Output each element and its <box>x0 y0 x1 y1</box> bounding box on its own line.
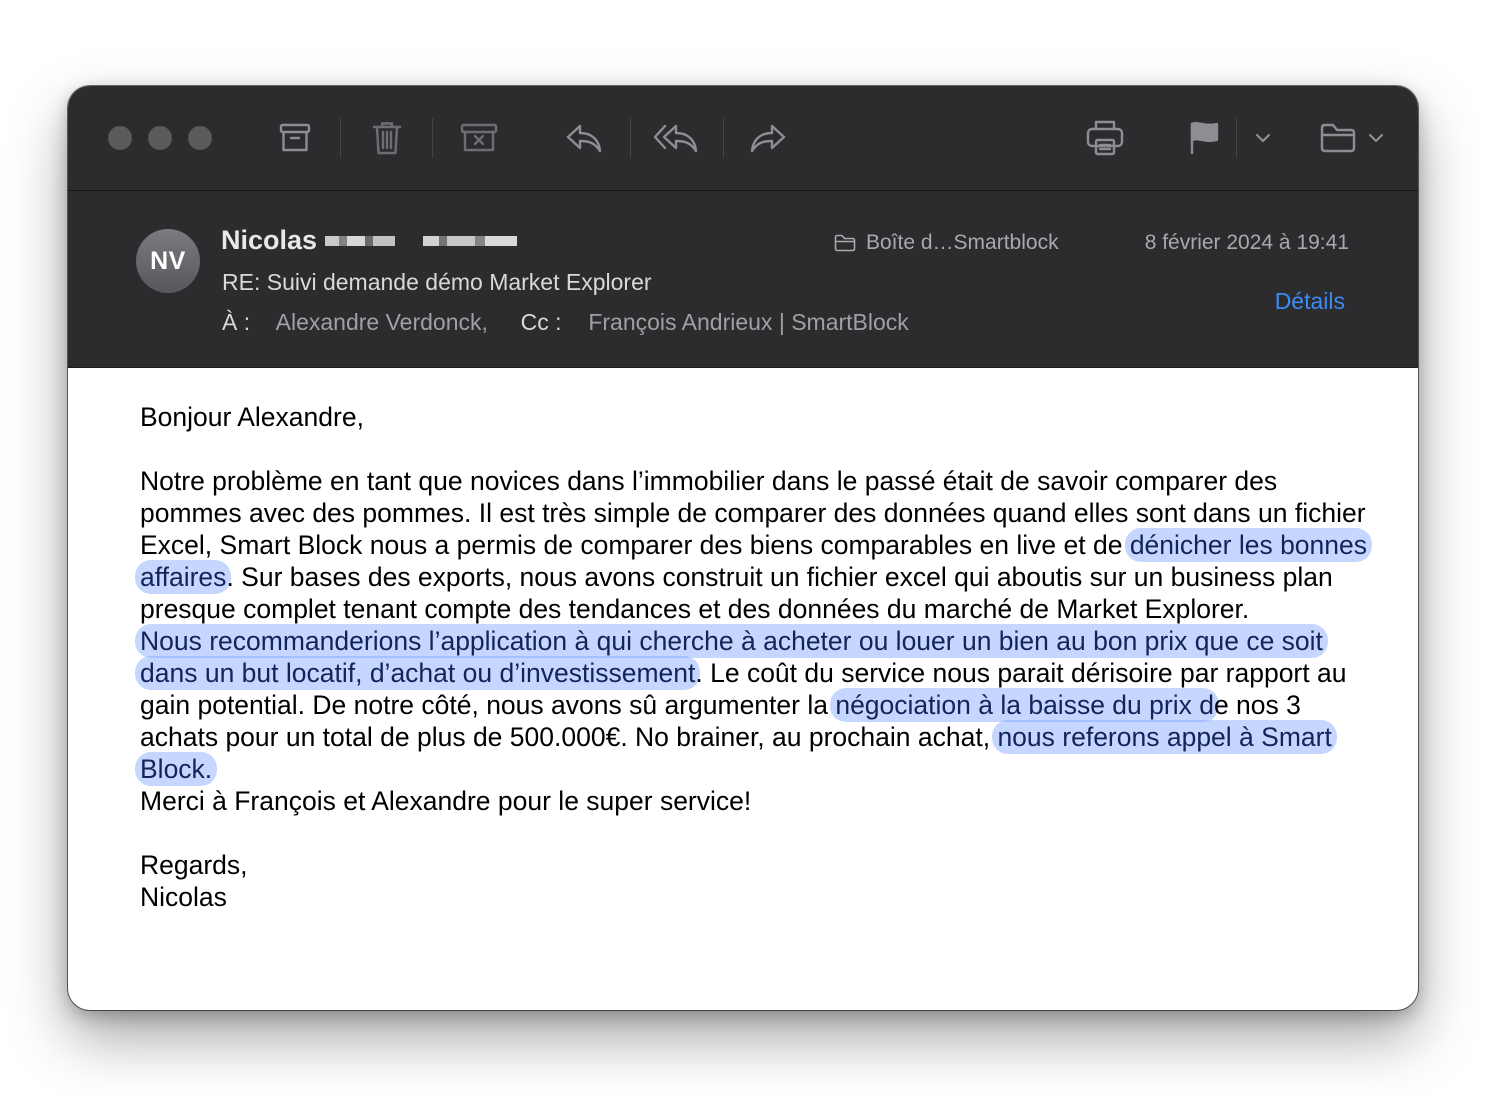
toolbar-separator <box>630 118 631 158</box>
archive-icon <box>278 121 312 155</box>
folder-icon <box>834 234 856 252</box>
highlighted-text: Nous recommanderions l’application à qui cherche à acheter ou louer un bien au bon prix que ce soit dans un but locatif, d’achat ou d’investissement <box>135 624 1328 690</box>
signature: Nicolas <box>140 882 227 912</box>
forward-icon <box>748 121 788 155</box>
minimize-window-button[interactable] <box>148 126 172 150</box>
to-label: À : <box>222 309 251 335</box>
paragraph-1 <box>140 465 1370 625</box>
move-button[interactable] <box>1318 116 1358 160</box>
mailbox-name: Boîte d…Smartblock <box>866 231 1059 254</box>
recipients-line <box>222 309 909 336</box>
text-run: . Sur bases des exports, nous avons construit un fichier excel qui aboutis sur un business plan presque complet tenant compte des tendances et des données du marché de Market Explorer. <box>140 562 1333 624</box>
sender-first-name: Nicolas <box>221 225 318 255</box>
trash-icon <box>370 120 404 156</box>
flag-menu-button[interactable] <box>1252 116 1274 160</box>
flag-button[interactable] <box>1184 116 1224 160</box>
message-body <box>140 401 1370 913</box>
message-subject: RE: Suivi demande démo Market Explorer <box>222 269 652 295</box>
delete-button[interactable] <box>366 116 408 160</box>
thanks-line: Merci à François et Alexandre pour le super service! <box>140 786 752 816</box>
text-run: . Le coût du service nous parait dérisoire par rapport au gain potential. De notre côté, nous avons sû argumenter la <box>140 658 1347 720</box>
toolbar-separator <box>1236 118 1237 158</box>
toolbar-separator <box>723 118 724 158</box>
reply-all-button[interactable] <box>652 116 700 160</box>
close-window-button[interactable] <box>108 126 132 150</box>
highlighted-text: nous referons appel à Smart Block. <box>135 720 1337 786</box>
message-header <box>68 191 1418 368</box>
cc-recipient[interactable]: François Andrieux | SmartBlock <box>588 309 909 335</box>
move-menu-button[interactable] <box>1366 116 1386 160</box>
greeting: Bonjour Alexandre, <box>140 402 364 432</box>
archive-button[interactable] <box>274 116 316 160</box>
mailbox-location[interactable] <box>834 231 1059 255</box>
redacted-surname <box>325 232 517 252</box>
cc-label: Cc : <box>520 309 562 335</box>
toolbar-separator <box>340 118 341 158</box>
paragraph-2 <box>140 625 1370 785</box>
reply-all-icon <box>653 121 699 155</box>
toolbar <box>68 86 1418 191</box>
folder-icon <box>1319 122 1357 154</box>
text-run: e nos 3 achats pour un total de plus de 500.000€. No brainer, au prochain achat, <box>140 690 1301 752</box>
to-recipient[interactable]: Alexandre Verdonck, <box>275 309 488 335</box>
details-link[interactable]: Détails <box>1274 288 1345 314</box>
message-date: 8 février 2024 à 19:41 <box>1144 231 1349 254</box>
closing: Regards, <box>140 850 248 880</box>
print-icon <box>1085 119 1125 157</box>
junk-button[interactable] <box>456 116 502 160</box>
chevron-down-icon <box>1255 133 1271 143</box>
toolbar-separator <box>432 118 433 158</box>
mail-window <box>68 86 1418 1010</box>
highlighted-text: dénicher les bonnes affaires <box>135 528 1372 594</box>
reply-icon <box>564 121 604 155</box>
text-run: Notre problème en tant que novices dans l’immobilier dans le passé était de savoir comparer des pommes avec des pommes. Il est très simple de comparer des données quand elles sont dans un fichier Excel, Smart Block nous a permis de comparer des biens comparables en live et de <box>140 466 1366 560</box>
chevron-down-icon <box>1368 133 1384 143</box>
forward-button[interactable] <box>746 116 790 160</box>
highlighted-text: négociation à la baisse du prix d <box>830 688 1219 722</box>
zoom-window-button[interactable] <box>188 126 212 150</box>
junk-icon <box>459 121 499 155</box>
sender-name[interactable] <box>221 225 517 256</box>
avatar: NV <box>136 229 200 293</box>
print-button[interactable] <box>1082 116 1128 160</box>
reply-button[interactable] <box>562 116 606 160</box>
flag-icon <box>1187 120 1221 156</box>
